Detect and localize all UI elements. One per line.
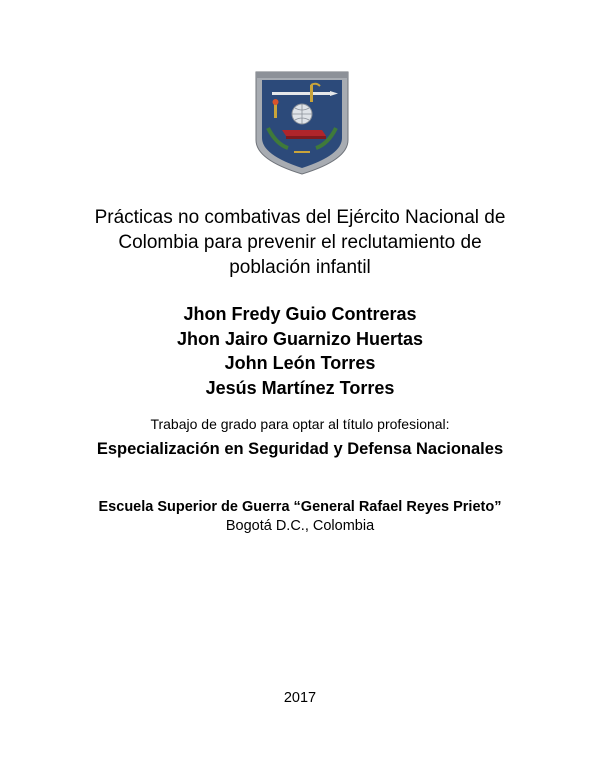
- military-school-crest-icon: [254, 70, 350, 176]
- author-list: [0, 302, 600, 400]
- thesis-title-line-1: Prácticas no combativas del Ejército Nacional de: [94, 207, 506, 228]
- author-name: Jhon Jairo Guarnizo Huertas: [176, 328, 424, 349]
- thesis-title: [0, 205, 600, 280]
- author-name: John León Torres: [224, 353, 376, 373]
- author-name: Jhon Fredy Guio Contreras: [183, 304, 417, 324]
- thesis-title-line-3: población infantil: [229, 257, 371, 278]
- degree-name: Especialización en Seguridad y Defensa Nacionales: [96, 440, 504, 458]
- institution-location: Bogotá D.C., Colombia: [225, 518, 375, 534]
- author-name: Jesús Martínez Torres: [205, 377, 395, 398]
- institution-name: Escuela Superior de Guerra “General Rafael Reyes Prieto”: [98, 499, 502, 515]
- degree-intro-text: Trabajo de grado para optar al título profesional:: [150, 416, 450, 432]
- publication-year: 2017: [283, 690, 317, 706]
- thesis-title-line-2: Colombia para prevenir el reclutamiento de: [118, 232, 482, 253]
